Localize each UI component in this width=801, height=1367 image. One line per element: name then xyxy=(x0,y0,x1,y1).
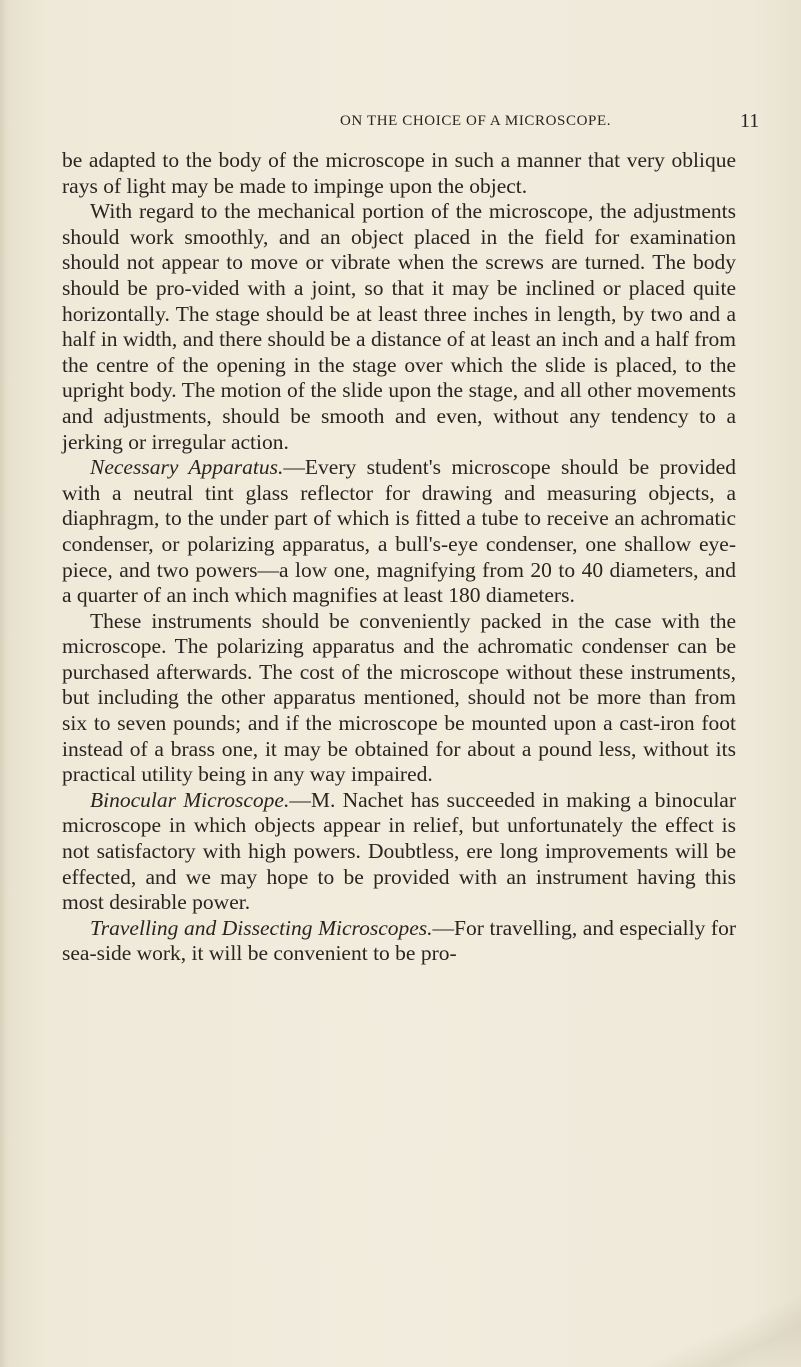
paragraph-text: —M. Nachet has succeeded in making a binocular microscope in which objects appear in relief, but unfortunately the effect is not satisfactory with high powers. Doubtless, ere long improvements will be effected, and we may hope to be provided with an instrument having this most desirable power. xyxy=(62,787,736,915)
section-heading: Necessary Apparatus. xyxy=(90,455,284,480)
running-head: ON THE CHOICE OF A MICROSCOPE. xyxy=(340,113,612,129)
paragraph-travelling-microscopes xyxy=(62,916,736,967)
section-heading: Travelling and Dissecting Microscopes. xyxy=(90,915,433,940)
paragraph-mechanical-portion xyxy=(62,199,736,455)
paragraph-text: —For travelling, and especially for sea-side work, it will be convenient to be pro- xyxy=(62,915,736,966)
paragraph-instruments-packed xyxy=(62,609,736,788)
paragraph-text: These instruments should be conveniently packed in the case with the microscope. The polarizing apparatus and the achromatic condenser can be purchased afterwards. The cost of the microscope without these instruments, but including the other apparatus mentioned, should not be more than from six to seven pounds; and if the microscope be mounted upon a cast-iron foot instead of a brass one, it may be obtained for about a pound less, without its practical utility being in any way impaired. xyxy=(62,608,736,787)
page-header xyxy=(0,110,801,140)
paragraph-text: be adapted to the body of the microscope in such a manner that very oblique rays of light may be made to impinge upon the object. xyxy=(62,148,736,198)
paragraph-text: —Every student's microscope should be provided with a neutral tint glass reflector for drawing and measuring objects, a diaphragm, to the under part of which is fitted a tube to receive an achromatic condenser, or polarizing apparatus, a bull's-eye condenser, one shallow eye-piece, and two powers—a low one, magnifying from 20 to 40 diameters, and a quarter of an inch which magnifies at least 180 diameters. xyxy=(62,455,736,608)
scan-edge-shadow xyxy=(0,0,8,1367)
paper-fold-mark xyxy=(641,1277,801,1367)
body-text xyxy=(62,148,736,967)
paragraph-text: With regard to the mechanical portion of the microscope, the adjustments should work smoothly, and an object placed in the field for examination should not appear to move or vibrate when the screws are turned. The body should be pro-vided with a joint, so that it may be inclined or placed quite horizontally. The stage should be at least three inches in length, by two and a half in width, and there should be a distance of at least an inch and a half from the centre of the opening in the stage over which the slide is placed, to the upright body. The motion of the slide upon the stage, and all other movements and adjustments, should be smooth and even, without any tendency to a jerking or irregular action. xyxy=(62,199,736,454)
page-number: 11 xyxy=(740,110,760,132)
paragraph-binocular-microscope xyxy=(62,788,736,916)
paragraph-necessary-apparatus xyxy=(62,455,736,609)
section-heading: Binocular Microscope. xyxy=(90,787,290,812)
paragraph-continuation xyxy=(62,148,736,199)
